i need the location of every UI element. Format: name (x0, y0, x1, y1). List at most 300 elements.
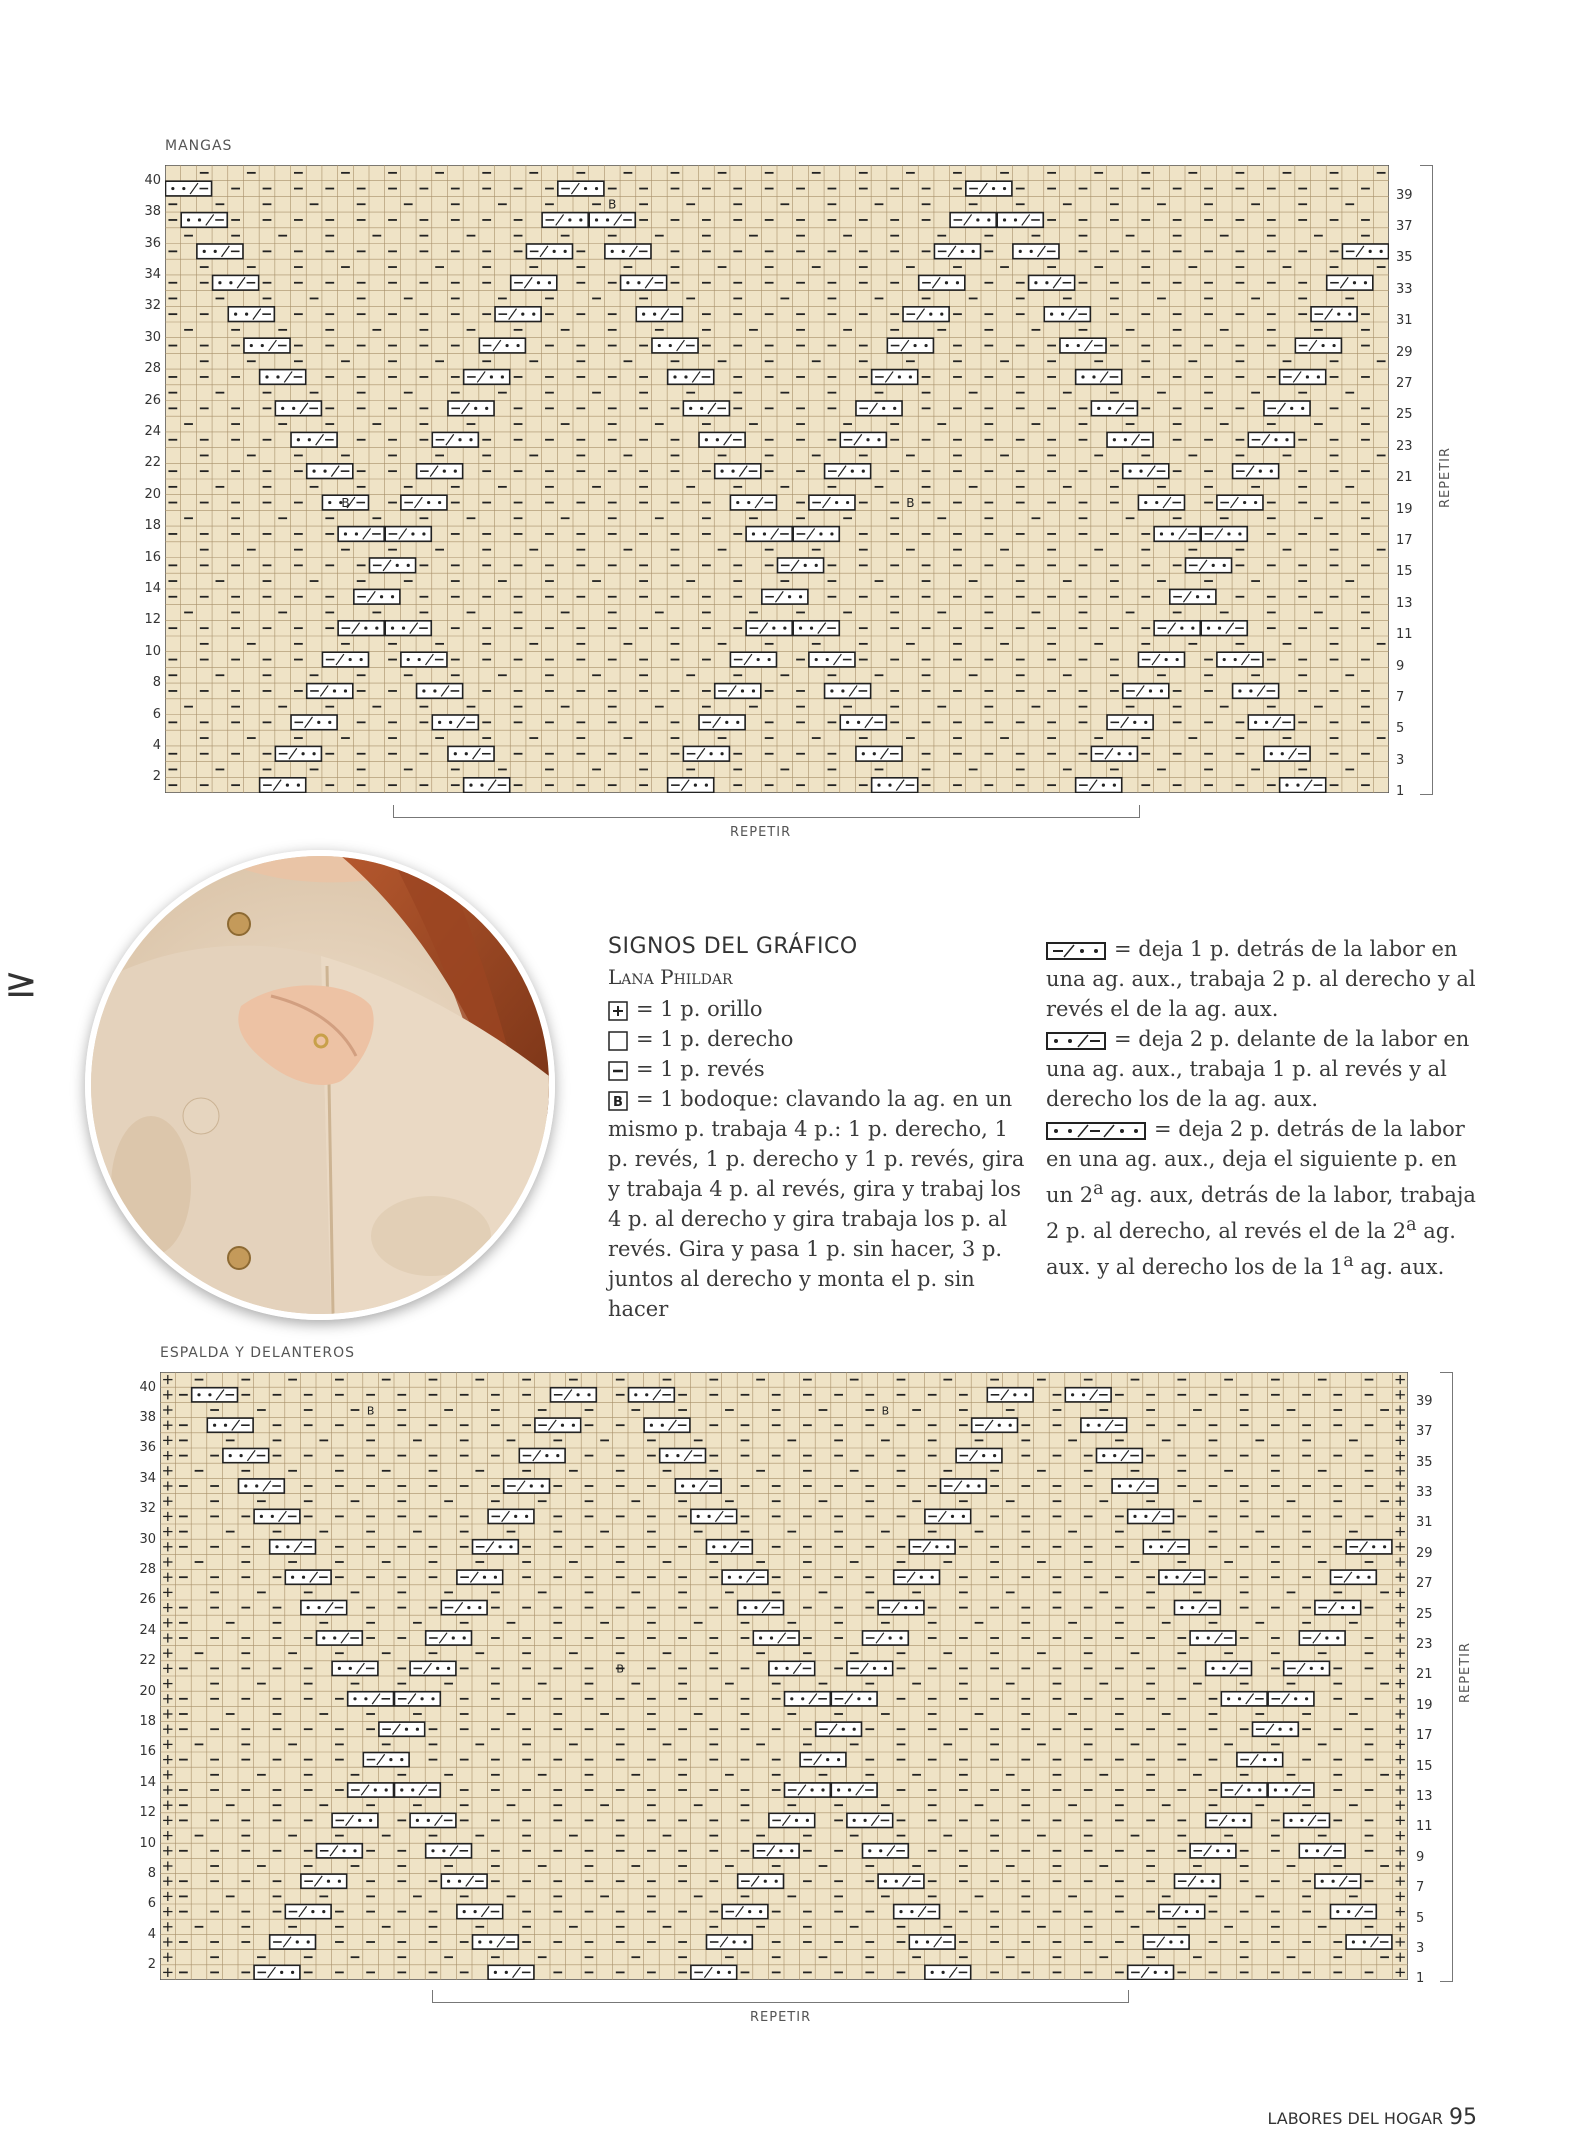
cable-symbol (878, 1874, 924, 1888)
cable-symbol (385, 621, 431, 636)
cable-symbol (379, 1722, 425, 1736)
cable-symbol (950, 213, 996, 228)
cable-symbol (668, 370, 714, 385)
cable-symbol (441, 1601, 487, 1615)
cable-symbol (1342, 244, 1388, 259)
row-number: 28 (139, 1562, 156, 1577)
cable-symbol (785, 1783, 831, 1797)
cable-symbol (1107, 432, 1153, 447)
bobble-mark: B (881, 1404, 890, 1418)
cable-symbol (1280, 370, 1326, 385)
legend-title: SIGNOS DEL GRÁFICO (608, 934, 858, 959)
cable-symbol (1217, 495, 1263, 510)
row-number: 25 (1416, 1606, 1433, 1622)
row-number: 13 (1416, 1789, 1433, 1805)
cable-symbol (1331, 1905, 1377, 1919)
cable-symbol (652, 338, 698, 353)
bobble-mark: B (616, 1662, 624, 1676)
row-number: 33 (1396, 281, 1413, 297)
row-number: 28 (144, 361, 161, 377)
cable-symbol (1264, 401, 1310, 416)
cable-symbol (432, 432, 478, 447)
row-number: 17 (1396, 533, 1413, 548)
cable-symbol (941, 1479, 987, 1493)
side-arrow-icon: ≥ (4, 960, 38, 1006)
cable-symbol (1248, 715, 1294, 730)
cable-symbol (426, 1631, 472, 1645)
cable-symbol (338, 621, 384, 636)
cable-symbol (1221, 1783, 1267, 1797)
row-number: 3 (1396, 752, 1405, 768)
cable-symbol (354, 589, 400, 604)
repeat-bracket-horizontal-mangas (393, 805, 1140, 818)
cable-symbol (1138, 495, 1184, 510)
cable-symbol (1112, 1479, 1158, 1493)
cable-symbol (668, 778, 714, 793)
cable-symbol (464, 370, 510, 385)
cable-symbol (370, 558, 416, 573)
cable-symbol (816, 1722, 862, 1736)
row-number: 10 (144, 643, 161, 659)
cable-symbol (872, 370, 918, 385)
cable-symbol (1143, 1540, 1189, 1554)
cable-symbol (1190, 1844, 1236, 1858)
row-number: 4 (152, 738, 161, 754)
legend-item-bodoque (608, 1084, 1028, 1324)
cable-symbol (1295, 338, 1341, 353)
cable-symbol (699, 715, 745, 730)
cable-symbol (1237, 1753, 1283, 1767)
bobble-mark: B (341, 495, 350, 510)
cable-symbol (1233, 684, 1279, 699)
row-number: 22 (139, 1653, 156, 1669)
cable-symbol (1299, 1844, 1345, 1858)
legend-item-cable-front (1046, 1024, 1476, 1114)
row-number: 26 (144, 392, 161, 408)
row-number: 37 (1416, 1424, 1433, 1440)
cable-symbol (1327, 275, 1373, 290)
cable-symbol (762, 589, 808, 604)
cable-symbol (223, 1449, 269, 1463)
row-number: 21 (1396, 470, 1413, 486)
row-number: 35 (1396, 250, 1413, 266)
row-number: 6 (152, 706, 161, 722)
cable-symbol (317, 1631, 363, 1645)
cable-symbol (441, 1874, 487, 1888)
row-number: 10 (139, 1835, 156, 1851)
cable-symbol (753, 1631, 799, 1645)
legend-column-right (1046, 934, 1476, 1282)
cable-symbol (956, 1449, 1002, 1463)
cable-symbol (629, 1388, 675, 1402)
cable-symbol (1284, 1813, 1330, 1827)
cable-symbol (1253, 1722, 1299, 1736)
legend-item-cable-back (1046, 934, 1476, 1024)
row-number: 30 (139, 1531, 156, 1547)
cable-symbol (800, 1753, 846, 1767)
legend-item-text: = 1 p. orillo (636, 997, 763, 1021)
cable-symbol (778, 558, 824, 573)
cable-symbol (831, 1783, 877, 1797)
row-number: 39 (1396, 187, 1413, 203)
cable-symbol (825, 464, 871, 479)
cable-symbol (348, 1783, 394, 1797)
cable-symbol (925, 1509, 971, 1523)
cable-symbol (270, 1935, 316, 1949)
cable-symbol (769, 1661, 815, 1675)
cable-symbol (793, 621, 839, 636)
legend-item-text-mid2: ag. aux. y al derecho los de la 1 (1046, 1219, 1456, 1279)
cable-symbol (715, 684, 761, 699)
cable-symbol (1091, 746, 1137, 761)
cable-symbol (785, 1692, 831, 1706)
cable-symbol (473, 1540, 519, 1554)
cable-symbol (856, 401, 902, 416)
cable-symbol (401, 495, 447, 510)
cable-symbol (285, 1570, 331, 1584)
cable-symbol (909, 1540, 955, 1554)
cable-symbol (894, 1905, 940, 1919)
ordinal-sup: a (1093, 1179, 1104, 1199)
row-number: 17 (1416, 1728, 1433, 1744)
row-number: 22 (144, 455, 161, 471)
cable-symbol (722, 1905, 768, 1919)
cable-symbol (1233, 464, 1279, 479)
cable-symbol (1076, 778, 1122, 793)
cable-symbol (1013, 244, 1059, 259)
cable-symbol (511, 275, 557, 290)
cable-symbol (919, 275, 965, 290)
cable-symbol (197, 244, 243, 259)
cable-symbol (887, 338, 933, 353)
chart-title-mangas: MANGAS (165, 138, 233, 154)
cable-symbol (1159, 1905, 1205, 1919)
row-number: 19 (1396, 501, 1413, 517)
cable-symbol (1311, 307, 1357, 322)
cable-symbol (730, 652, 776, 667)
cable-symbol (707, 1540, 753, 1554)
cable-symbol (683, 746, 729, 761)
cable-symbol (239, 1479, 285, 1493)
cable-symbol (192, 1388, 238, 1402)
cable-symbol (307, 464, 353, 479)
cable-symbol (1346, 1540, 1392, 1554)
row-number: 40 (144, 172, 161, 188)
row-number: 20 (139, 1683, 156, 1699)
cable-symbol (1299, 1631, 1345, 1645)
cable-symbol (738, 1874, 784, 1888)
chart-grid-espalda (160, 1372, 1408, 1980)
cable-symbol (348, 1692, 394, 1706)
cable-symbol (1315, 1601, 1361, 1615)
row-number: 11 (1396, 627, 1413, 643)
cable-symbol (894, 1570, 940, 1584)
repeat-label-vertical-espalda: REPETIR (1458, 1641, 1474, 1704)
row-number: 24 (139, 1622, 156, 1638)
cable-symbol (301, 1874, 347, 1888)
cable-symbol (1201, 527, 1247, 542)
cable-symbol (332, 1813, 378, 1827)
cable-symbol (1138, 652, 1184, 667)
cable-symbol (925, 1965, 971, 1979)
bobble-symbol-icon (608, 1091, 628, 1111)
cable-symbol (260, 370, 306, 385)
cable-symbol (738, 1601, 784, 1615)
cable-symbol (809, 652, 855, 667)
cable-symbol (605, 244, 651, 259)
bobble-mark: B (366, 1404, 375, 1418)
cable-symbol (488, 1965, 534, 1979)
row-number: 7 (1416, 1880, 1425, 1896)
cable-symbol (1175, 1874, 1221, 1888)
cable-symbol (691, 1965, 737, 1979)
row-number: 32 (139, 1501, 156, 1517)
cable-symbol (317, 1844, 363, 1858)
cable-symbol (863, 1844, 909, 1858)
legend-item-derecho (608, 1024, 1028, 1054)
row-number: 13 (1396, 595, 1413, 611)
row-number: 29 (1416, 1545, 1433, 1561)
cable-symbol (244, 338, 290, 353)
row-number: 3 (1416, 1941, 1425, 1957)
row-number: 24 (144, 424, 161, 440)
row-number: 29 (1396, 344, 1413, 360)
cable-symbol (254, 1509, 300, 1523)
cable-symbol (1284, 1661, 1330, 1675)
cable-symbol (1346, 1935, 1392, 1949)
row-number: 23 (1416, 1637, 1433, 1653)
ordinal-sup: a (1406, 1215, 1417, 1235)
cable-symbol (683, 401, 729, 416)
cable-symbol (746, 621, 792, 636)
legend-item-text: = 1 p. derecho (636, 1027, 794, 1051)
row-number: 18 (144, 518, 161, 534)
cable-symbol (1128, 1965, 1174, 1979)
ordinal-sup: a (1343, 1251, 1354, 1271)
cable-symbol (558, 181, 604, 196)
cable-symbol (840, 432, 886, 447)
row-number: 25 (1396, 407, 1413, 423)
cable-symbol (1217, 652, 1263, 667)
row-number: 2 (152, 769, 161, 785)
cable-symbol (966, 181, 1012, 196)
legend-item-text: = 1 bodoque: clavando la ag. en un mismo p. trabaja 4 p.: 1 p. derecho, 1 p. revés, 1 p. derecho y 1 p. revés, gira y trabaja 4 p. al revés, gira y trabaj los 4 p. al derecho y gira trabaja los p. al revés. Gira y pasa 1 p. sin hacer, 3 p. juntos al derecho y monta el p. sin hacer (608, 1087, 1025, 1321)
row-number: 34 (144, 267, 161, 283)
row-number: 6 (147, 1896, 156, 1912)
row-number: 37 (1396, 219, 1413, 234)
cable-symbol (457, 1570, 503, 1584)
cable-symbol (1128, 1509, 1174, 1523)
cable-symbol (473, 1935, 519, 1949)
page-number: 95 (1449, 2105, 1477, 2130)
cable-symbol (972, 1418, 1018, 1432)
cable-symbol (457, 1905, 503, 1919)
bobble-mark: B (608, 197, 617, 212)
photo-illustration (91, 856, 549, 1314)
legend-column-left (608, 932, 1028, 1324)
cable-symbol (448, 401, 494, 416)
blank-square-icon (608, 1031, 628, 1051)
cable-symbol (1154, 621, 1200, 636)
cable-symbol (542, 213, 588, 228)
cable-symbol (270, 1540, 316, 1554)
cable-symbol (1123, 464, 1169, 479)
legend-item-cable-double (1046, 1114, 1476, 1282)
cable-symbol (410, 1813, 456, 1827)
cable-symbol (847, 1661, 893, 1675)
row-number: 40 (139, 1379, 156, 1395)
row-number: 27 (1416, 1576, 1433, 1592)
cable-symbol (207, 1418, 253, 1432)
cable-symbol (519, 1449, 565, 1463)
cable-symbol (363, 1753, 409, 1767)
plus-symbol-icon (608, 1001, 628, 1021)
cable-symbol (395, 1783, 441, 1797)
cable-symbol (1280, 778, 1326, 793)
cable-symbol (769, 1813, 815, 1827)
row-number: 26 (139, 1592, 156, 1608)
row-number: 14 (139, 1774, 156, 1790)
cable-symbol (1268, 1692, 1314, 1706)
row-number: 9 (1396, 658, 1405, 674)
row-number: 9 (1416, 1849, 1425, 1865)
cable-symbol (1097, 1449, 1143, 1463)
cable-symbol (551, 1388, 597, 1402)
legend-item-text: = deja 2 p. delante de la labor en una ag. aux., trabaja 1 p. al revés y al derecho los de la ag. aux. (1046, 1027, 1470, 1111)
cable-symbol (825, 684, 871, 699)
cable-symbol (621, 275, 667, 290)
cable-symbol (526, 244, 572, 259)
cable-symbol (410, 1661, 456, 1675)
row-number: 1 (1416, 1971, 1425, 1987)
cable-symbol (1206, 1661, 1252, 1675)
cable-symbol (254, 1965, 300, 1979)
legend-item-text-mid: ag. aux, detrás de la labor, trabaja 2 p. al derecho, al revés el de la 2 (1046, 1183, 1476, 1243)
row-number: 34 (139, 1470, 156, 1486)
cable-symbol (1044, 307, 1090, 322)
row-number: 15 (1416, 1758, 1433, 1774)
cable-symbol (1201, 621, 1247, 636)
cable-symbol (1175, 1601, 1221, 1615)
cable-symbol (1206, 1813, 1252, 1827)
cable-symbol (401, 652, 447, 667)
cable-symbol (322, 652, 368, 667)
legend-item-text-end: ag. aux. (1353, 1255, 1445, 1279)
minus-symbol-icon (608, 1061, 628, 1081)
cable-symbol (1186, 558, 1232, 573)
cable-symbol (332, 1661, 378, 1675)
cable-symbol (856, 746, 902, 761)
footer-brand: LABORES DEL HOGAR (1267, 2109, 1443, 2128)
cable-symbol (395, 1692, 441, 1706)
row-number: 4 (147, 1926, 156, 1942)
cable-symbol (1315, 1874, 1361, 1888)
cable-symbol (715, 464, 761, 479)
cable-symbol (1268, 1783, 1314, 1797)
row-number: 5 (1416, 1910, 1425, 1926)
cable-symbol (872, 778, 918, 793)
cable-symbol (1331, 1570, 1377, 1584)
cable-symbol (504, 1479, 550, 1493)
cable-symbol (863, 1631, 909, 1645)
row-number: 15 (1396, 564, 1413, 580)
row-number: 31 (1416, 1515, 1433, 1531)
repeat-bracket-vertical-espalda (1440, 1372, 1453, 1982)
legend-item-orillo (608, 994, 1028, 1024)
row-number: 23 (1396, 438, 1413, 454)
repeat-bracket-vertical-mangas (1420, 165, 1433, 795)
cable-symbol (1221, 1692, 1267, 1706)
cable-symbol (1029, 275, 1075, 290)
cable-symbol (746, 527, 792, 542)
cable-symbol (1091, 401, 1137, 416)
row-number: 36 (144, 235, 161, 251)
repeat-bracket-horizontal-espalda (432, 1990, 1129, 2003)
cable-symbol (385, 527, 431, 542)
cable-symbol (1190, 1631, 1236, 1645)
repeat-label-horizontal-mangas: REPETIR (730, 825, 792, 840)
cable-symbol (479, 338, 525, 353)
row-number: 16 (144, 549, 161, 565)
cable-symbol (847, 1813, 893, 1827)
cable-symbol (1065, 1388, 1111, 1402)
legend-item-text: = deja 1 p. detrás de la labor en una ag. aux., trabaja 2 p. al derecho y al revés el de la ag. aux. (1046, 937, 1476, 1021)
cable-symbol (909, 1935, 955, 1949)
legend-item-reves (608, 1054, 1028, 1084)
cable-symbol (707, 1935, 753, 1949)
cable-symbol (753, 1844, 799, 1858)
cable-symbol (1264, 746, 1310, 761)
bobble-mark: B (906, 495, 915, 510)
cable-symbol (878, 1601, 924, 1615)
photo-knitted-cardigan (85, 850, 555, 1320)
cable-symbol (636, 307, 682, 322)
cable-symbol (987, 1388, 1033, 1402)
cable-symbol (1248, 432, 1294, 447)
row-number: 12 (139, 1805, 156, 1821)
cable-symbol (644, 1418, 690, 1432)
cable-double-symbol-icon (1046, 1122, 1146, 1140)
cable-symbol (213, 275, 259, 290)
legend-subtitle: Lana Phildar (608, 965, 733, 989)
chart-title-espalda: ESPALDA Y DELANTEROS (160, 1345, 356, 1361)
row-number: 27 (1396, 376, 1413, 391)
row-number: 36 (139, 1440, 156, 1456)
cable-symbol (417, 684, 463, 699)
row-number: 31 (1396, 313, 1413, 329)
row-number: 32 (144, 298, 161, 314)
row-number: 12 (144, 612, 161, 628)
row-number: 38 (139, 1410, 156, 1425)
cable-symbol (675, 1479, 721, 1493)
cable-symbol (793, 527, 839, 542)
cable-symbol (1060, 338, 1106, 353)
cable-symbol (1170, 589, 1216, 604)
row-number: 8 (147, 1866, 156, 1881)
row-number: 39 (1416, 1393, 1433, 1409)
cable-symbol (1123, 684, 1169, 699)
cable-symbol (934, 244, 980, 259)
cable-symbol (301, 1601, 347, 1615)
cable-symbol (448, 746, 494, 761)
row-number: 33 (1416, 1485, 1433, 1501)
cable-symbol (338, 527, 384, 542)
legend-item-text: = 1 p. revés (636, 1057, 765, 1081)
cable-symbol (228, 307, 274, 322)
cable-symbol (997, 213, 1043, 228)
cable-symbol (488, 1509, 534, 1523)
row-number: 16 (139, 1744, 156, 1760)
